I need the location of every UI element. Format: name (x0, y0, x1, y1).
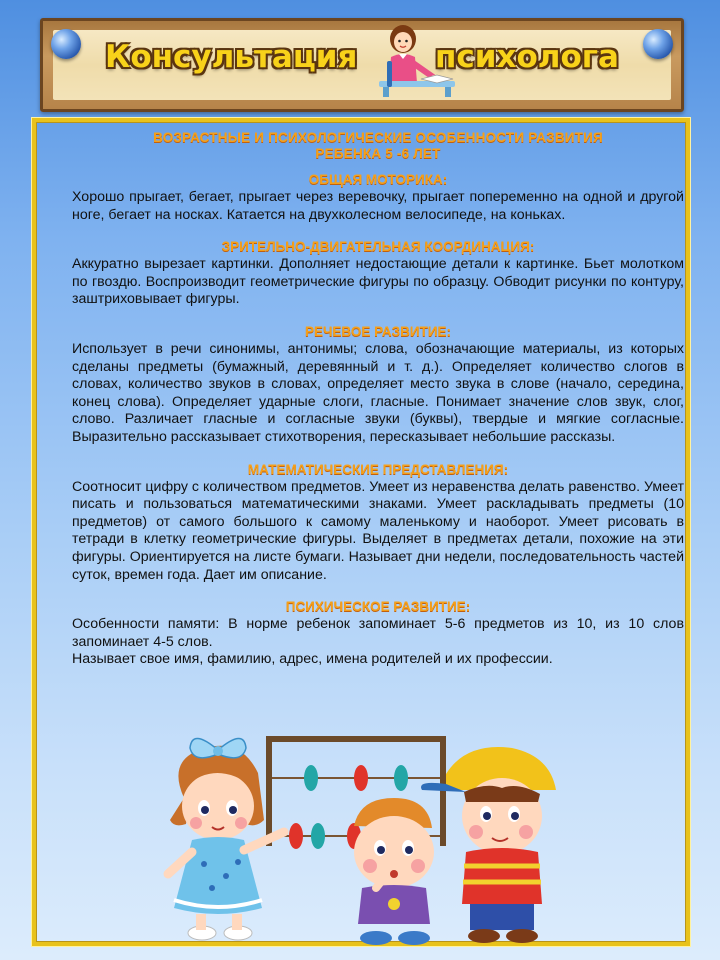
section-heading-speech: РЕЧЕВОЕ РАЗВИТИЕ: (304, 323, 452, 339)
pushpin-icon (643, 29, 673, 59)
document-title-line2: РЕБЕНКА 5 -6 ЛЕТ (315, 146, 441, 161)
section-text-math: Соотносит цифру с количеством предметов. Умеет из неравенства делать равенство. Умеет писать и пользоваться математическими знаками. Умеет раскладывать предметы (10 предметов) от самого большого к самому маленькому и наоборот. Умеет рисовать в тетради в клетку геометрические фигуры. Выделяет в предметах детали, похожие на эти фигуры. Ориентируется на листе бумаги. Называет дни недели, последовательность частей суток, времен года. Дает им описание. (72, 478, 684, 583)
section-text-psychic: Особенности памяти: В норме ребенок запоминает 5-6 предметов из 10, из 10 слов запоминает 4-5 слов. (72, 616, 684, 650)
banner-title-word2: психолога (435, 39, 619, 75)
header-banner (40, 18, 684, 112)
section-text-psychic-2: Называет свое имя, фамилию, адрес, имена родителей и их профессии. (72, 651, 553, 668)
children-abacus-illustration (146, 728, 576, 948)
document-title-line1: ВОЗРАСТНЫЕ И ПСИХОЛОГИЧЕСКИЕ ОСОБЕННОСТИ РАЗВИТИЯ (153, 130, 603, 145)
banner-title-word1: Консультация (105, 39, 358, 75)
section-heading-math: МАТЕМАТИЧЕСКИЕ ПРЕДСТАВЛЕНИЯ: (247, 461, 509, 477)
section-heading-psychic: ПСИХИЧЕСКОЕ РАЗВИТИЕ: (285, 599, 471, 615)
section-heading-motor: ОБЩАЯ МОТОРИКА: (308, 172, 448, 187)
small-boy-character (354, 798, 434, 945)
section-text-coordination: Аккуратно вырезает картинки. Дополняет недостающие детали к картинке. Бьет молотком по гвоздю. Воспроизводит геометрические фигуры по образцу. Обводит рисунки по контуру, заштриховывает фигуры. (72, 256, 684, 308)
section-text-motor: Хорошо прыгает, бегает, прыгает через веревочку, прыгает попеременно на одной и другой ноге, бегает на носках. Катается на двухколесном велосипеде, на коньках. (72, 189, 684, 223)
teacher-illustration (359, 21, 459, 97)
section-heading-coordination: ЗРИТЕЛЬНО-ДВИГАТЕЛЬНАЯ КООРДИНАЦИЯ: (221, 239, 535, 255)
document-content (72, 130, 684, 669)
pushpin-icon (51, 29, 81, 59)
section-text-speech: Использует в речи синонимы, антонимы; слова, обозначающие материалы, из которых сделаны предметы (бумажный, деревянный и т. д.). Определяет количество слогов в словах, количество звуков в словах, определяет место звука в слове (начало, середина, конец слова). Определяет ударные слоги, гласные. Понимает значение слов звук, слог, слово. Различает гласные и согласные звуки (буквы), твердые и мягкие согласные. Выразительно рассказывает стихотворения, пересказывает небольшие рассказы. (72, 340, 684, 445)
